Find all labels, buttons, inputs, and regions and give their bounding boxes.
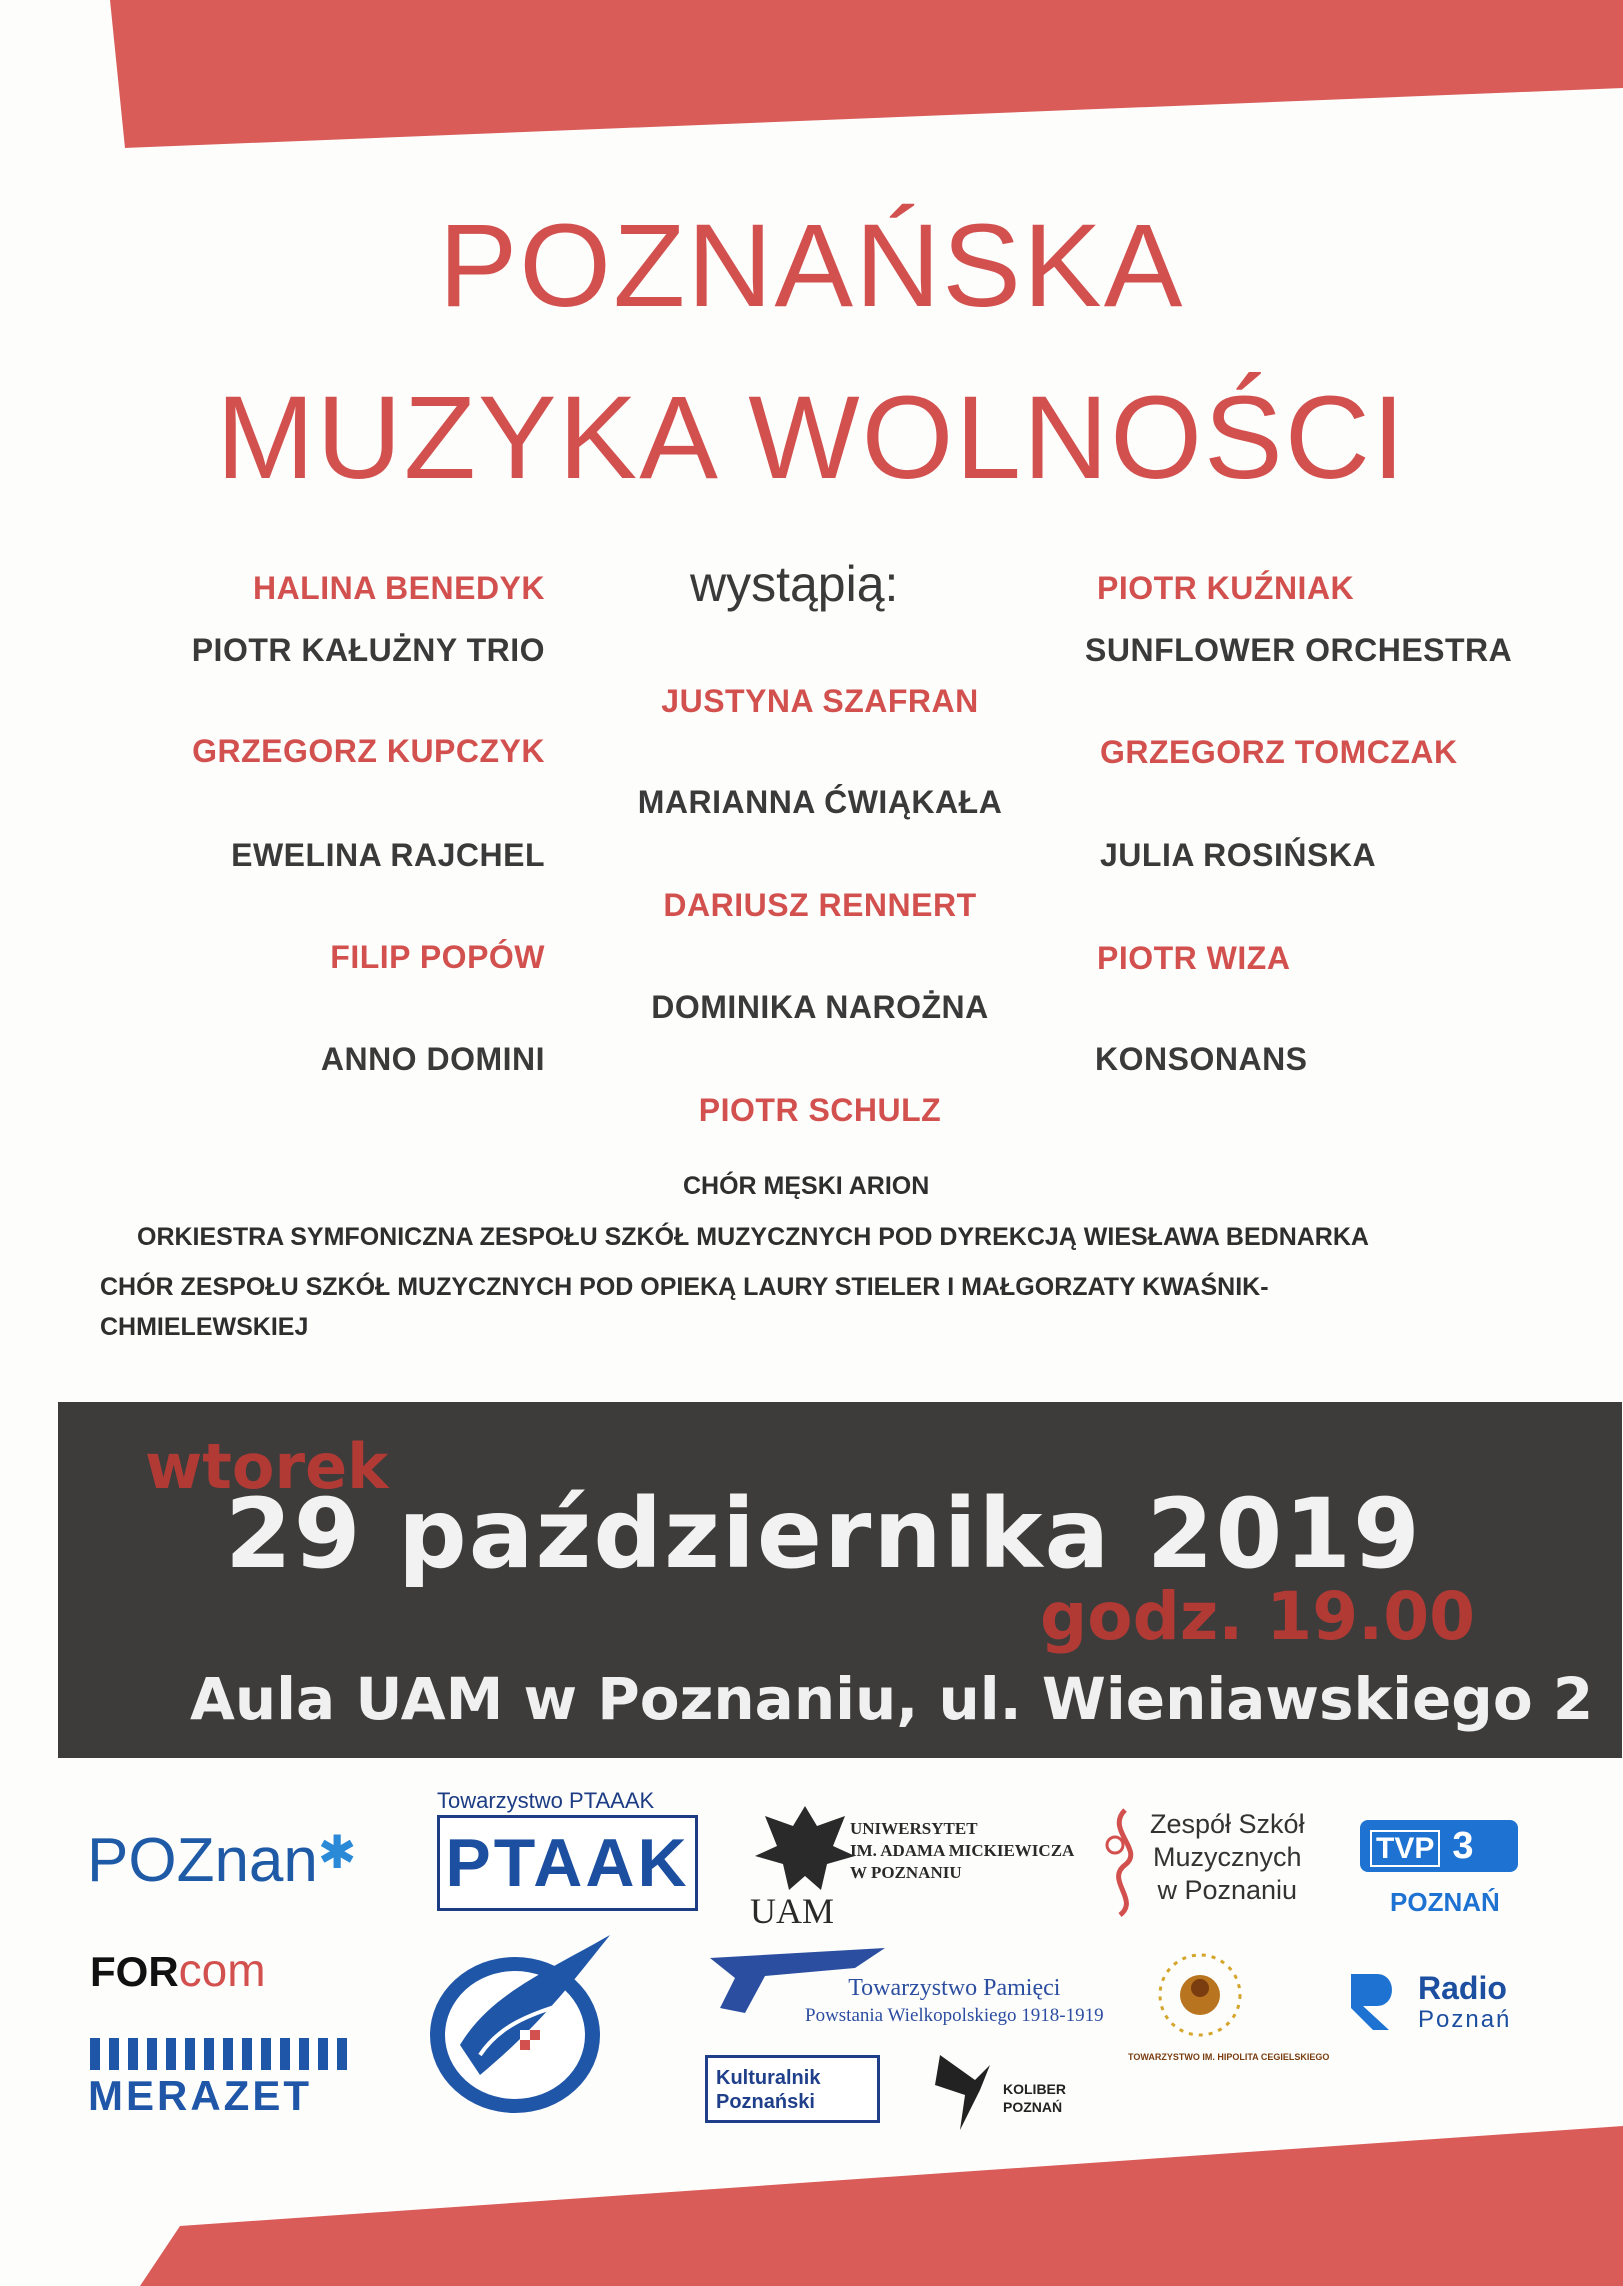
performer-right-6: KONSONANS	[1095, 1041, 1308, 1077]
merazet-logo: MERAZET	[88, 2072, 312, 2119]
ptaak-logo: PTAAK	[437, 1815, 698, 1911]
uam-text: UNIWERSYTET IM. ADAMA MICKIEWICZA W POZNANIU	[850, 1819, 1075, 1882]
air-wing-emblem-icon	[420, 1925, 620, 2125]
top-red-stripe	[110, 0, 1623, 148]
performer-right-2: SUNFLOWER ORCHESTRA	[1085, 632, 1513, 668]
performer-right-4: JULIA ROSIŃSKA	[1100, 837, 1377, 873]
performer-left-1: HALINA BENEDYK	[252, 570, 545, 606]
tvp3-logo: TVP 3	[1360, 1820, 1518, 1872]
koliber-bird-icon	[930, 2045, 1000, 2135]
intro-text: wystąpią:	[690, 556, 899, 612]
title-line-1: POZNAŃSKA	[438, 200, 1185, 332]
performer-center-4: DOMINIKA NAROŻNA	[651, 989, 989, 1025]
tpp-text: Towarzystwo Pamięci Powstania Wielkopolskiego 1918-1919	[805, 1975, 1104, 2026]
performer-right-3: GRZEGORZ TOMCZAK	[1100, 734, 1458, 770]
violin-icon	[1095, 1805, 1155, 1920]
performer-right-1: PIOTR KUŹNIAK	[1097, 570, 1355, 606]
ensemble-1: CHÓR MĘSKI ARION	[683, 1172, 930, 1200]
cegielski-text: TOWARZYSTWO IM. HIPOLITA CEGIELSKIEGO	[1128, 2052, 1330, 2062]
performer-center-3: DARIUSZ RENNERT	[663, 887, 977, 923]
koliber-text: KOLIBER POZNAŃ	[1003, 2081, 1066, 2115]
performer-left-5: FILIP POPÓW	[330, 939, 545, 975]
event-date: 29 października 2019	[225, 1478, 1422, 1590]
cegielski-emblem-icon	[1140, 1940, 1260, 2060]
ensemble-3b: CHMIELEWSKIEJ	[100, 1313, 309, 1341]
event-venue: Aula UAM w Poznaniu, ul. Wieniawskiego 2	[190, 1665, 1594, 1733]
performer-left-4: EWELINA RAJCHEL	[231, 837, 545, 873]
ptaak-label: Towarzystwo PTAAAK	[437, 1788, 655, 1813]
bottom-red-stripe	[140, 2126, 1623, 2286]
performer-center-2: MARIANNA ĆWIĄKAŁA	[637, 784, 1003, 820]
radio-logo: Radio	[1418, 1970, 1507, 2006]
ensemble-2: ORKIESTRA SYMFONICZNA ZESPOŁU SZKÓŁ MUZYCZNYCH POD DYREKCJĄ WIESŁAWA BEDNARKA	[137, 1223, 1369, 1251]
merazet-bars-icon	[90, 2038, 350, 2070]
event-day: wtorek	[145, 1430, 389, 1503]
zsm-text: Zespół Szkół Muzycznych w Poznaniu	[1150, 1809, 1305, 1905]
asterisk-icon: ✱	[317, 1826, 357, 1878]
radio-r-icon	[1345, 1970, 1405, 2034]
title-line-2: MUZYKA WOLNOŚCI	[216, 372, 1407, 504]
performer-left-3: GRZEGORZ KUPCZYK	[192, 733, 545, 769]
uam-abbr: UAM	[750, 1891, 835, 1931]
kulturalnik-logo: Kulturalnik Poznański	[705, 2055, 880, 2123]
performer-right-5: PIOTR WIZA	[1097, 940, 1291, 976]
performer-center-5: PIOTR SCHULZ	[698, 1092, 942, 1128]
forcom-logo: FORcom	[90, 1944, 266, 1996]
poznan-logo: POZnan✱	[87, 1826, 357, 1895]
ensemble-3: CHÓR ZESPOŁU SZKÓŁ MUZYCZNYCH POD OPIEKĄ LAURY STIELER I MAŁGORZATY KWAŚNIK-	[100, 1273, 1269, 1301]
event-time: godz. 19.00	[1040, 1578, 1476, 1655]
performer-left-2: PIOTR KAŁUŻNY TRIO	[191, 632, 545, 668]
tvp3-city: POZNAŃ	[1390, 1887, 1500, 1917]
performer-left-6: ANNO DOMINI	[320, 1041, 545, 1077]
radio-city: Poznań	[1418, 2006, 1512, 2033]
performer-center-1: JUSTYNA SZAFRAN	[661, 683, 979, 719]
